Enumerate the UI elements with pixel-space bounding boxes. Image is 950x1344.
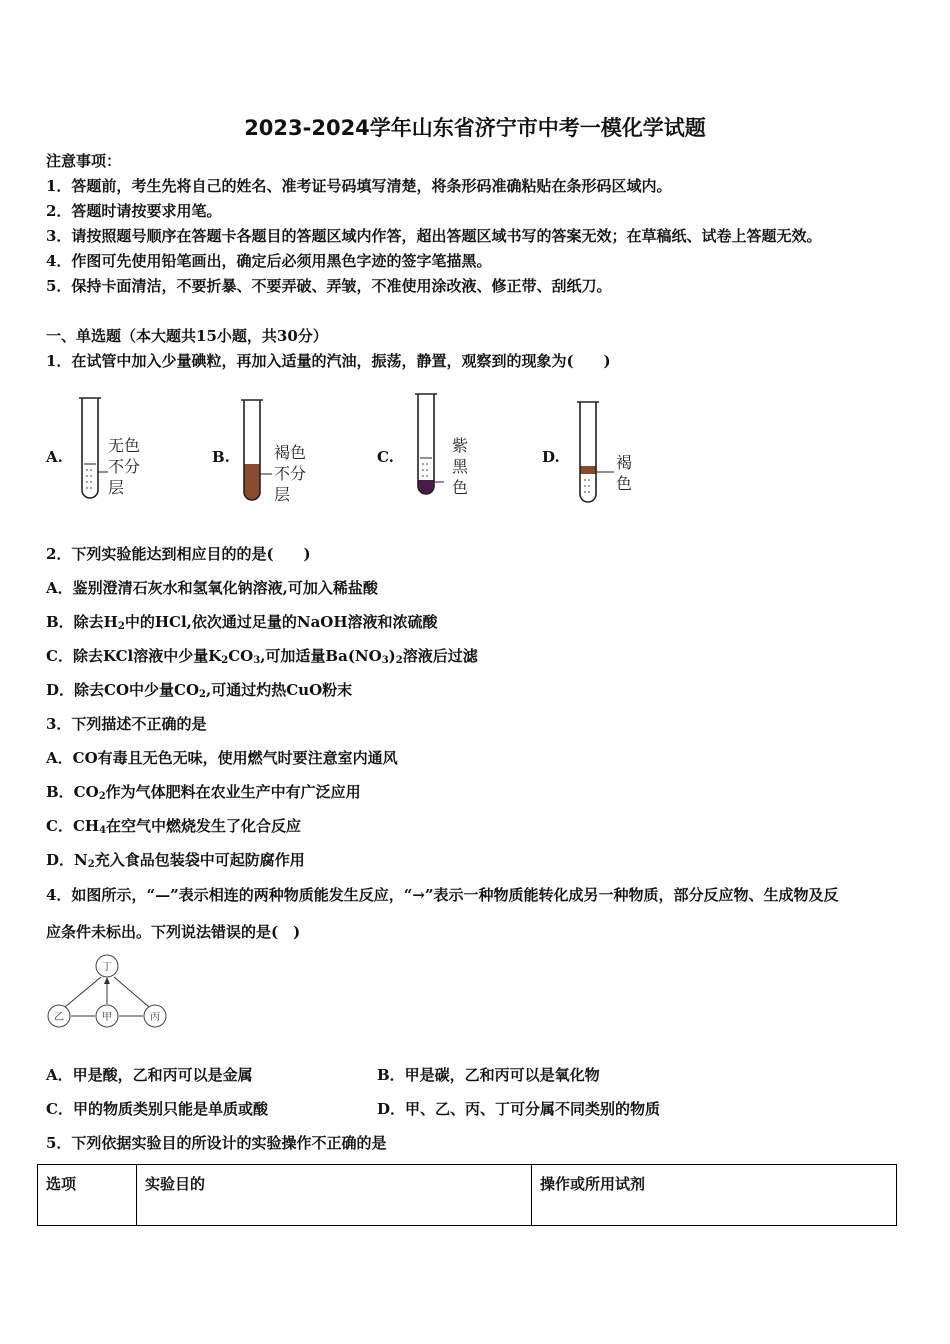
page-title: 2023-2024学年山东省济宁市中考一模化学试题 [244,116,706,140]
q3-option-c: C．$CH_4$在空气中燃烧发生了化合反应 [46,817,302,836]
notice-item: 5．保持卡面清洁，不要折暴、不要弄破、弄皱，不准使用涂改液、修正带、刮纸刀。 [46,277,612,295]
test-tube-d [576,402,616,506]
q3-option-a: A．CO有毒且无色无味，使用燃气时要注意室内通风 [46,749,398,767]
notice-item: 2．答题时请按要求用笔。 [46,202,222,220]
q3-option-d: D．$N_2$充入食品包装袋中可起防腐作用 [46,851,305,870]
option-letter: C. [377,448,394,466]
notice-item: 3．请按照题号顺序在答题卡各题目的答题区域内作答，超出答题区域书写的答案无效；在草稿纸、试卷上答题无效。 [46,227,822,245]
q4-option-b: B．甲是碳，乙和丙可以是氧化物 [377,1066,600,1084]
option-letter: A. [46,448,63,466]
table-header-row [38,1165,897,1226]
question-5-stem: 5．下列依据实验目的所设计的实验操作不正确的是 [46,1134,387,1152]
question-1-stem: 1．在试管中加入少量碘粒，再加入适量的汽油，振荡，静置，观察到的现象为( ) [46,352,611,370]
tube-label: 无色 不分 层 [108,436,141,497]
notice-item: 1．答题前，考生先将自己的姓名、准考证号码填写清楚，将条形码准确粘贴在条形码区域内。 [46,177,672,195]
tube-label: 紫 黑 色 [452,436,469,497]
tube-label: 褐色 不分 层 [274,443,307,504]
table-header-cell: 操作或所用试剂 [532,1165,897,1226]
q4-option-d: D．甲、乙、丙、丁可分属不同类别的物质 [377,1100,661,1118]
question-3-stem: 3．下列描述不正确的是 [46,715,207,733]
question-4-stem-cont: 应条件未标出。下列说法错误的是( ) [46,923,301,941]
table-header-cell: 实验目的 [137,1165,532,1226]
q2-option-b: B．除去$H_2$中的HCl,依次通过足量的NaOH溶液和浓硫酸 [46,613,438,632]
notice-heading: 注意事项： [46,152,122,170]
section-heading: 一、单选题（本大题共15小题，共30分） [46,327,328,345]
option-letter: D. [542,448,560,466]
question-2-stem: 2．下列实验能达到相应目的的是( ) [46,545,311,563]
notice-item: 4．作图可先使用铅笔画出，确定后必须用黑色字迹的签字笔描黑。 [46,252,492,270]
q4-relation-diagram [44,953,172,1033]
test-tube-c [414,394,454,498]
tube-label: 褐 色 [616,453,633,493]
q2-option-a: A．鉴别澄清石灰水和氢氧化钠溶液,可加入稀盐酸 [46,579,378,597]
table-header-cell: 选项 [38,1165,137,1226]
q2-option-d: D．除去CO中少量$CO_2$,可通过灼热CuO粉末 [46,681,353,700]
node-yi: 乙 [54,1012,64,1023]
q4-option-a: A．甲是酸，乙和丙可以是金属 [46,1066,253,1084]
question-4-stem: 4．如图所示，“—”表示相连的两种物质能发生反应，“→”表示一种物质能转化成另一种物质，部分反应物、生成物及反 [46,886,839,904]
q2-option-c: C．除去KCl溶液中少量$K_2CO_3$,可加适量$Ba(NO_3)_2$溶液后过滤 [46,647,478,666]
node-ding: 丁 [102,962,112,973]
q5-table [37,1164,897,1226]
node-jia: 甲 [102,1012,112,1023]
option-letter: B. [212,448,230,466]
node-bing: 丙 [150,1012,160,1023]
q3-option-b: B．$CO_2$作为气体肥料在农业生产中有广泛应用 [46,783,361,802]
q4-option-c: C．甲的物质类别只能是单质或酸 [46,1100,268,1118]
